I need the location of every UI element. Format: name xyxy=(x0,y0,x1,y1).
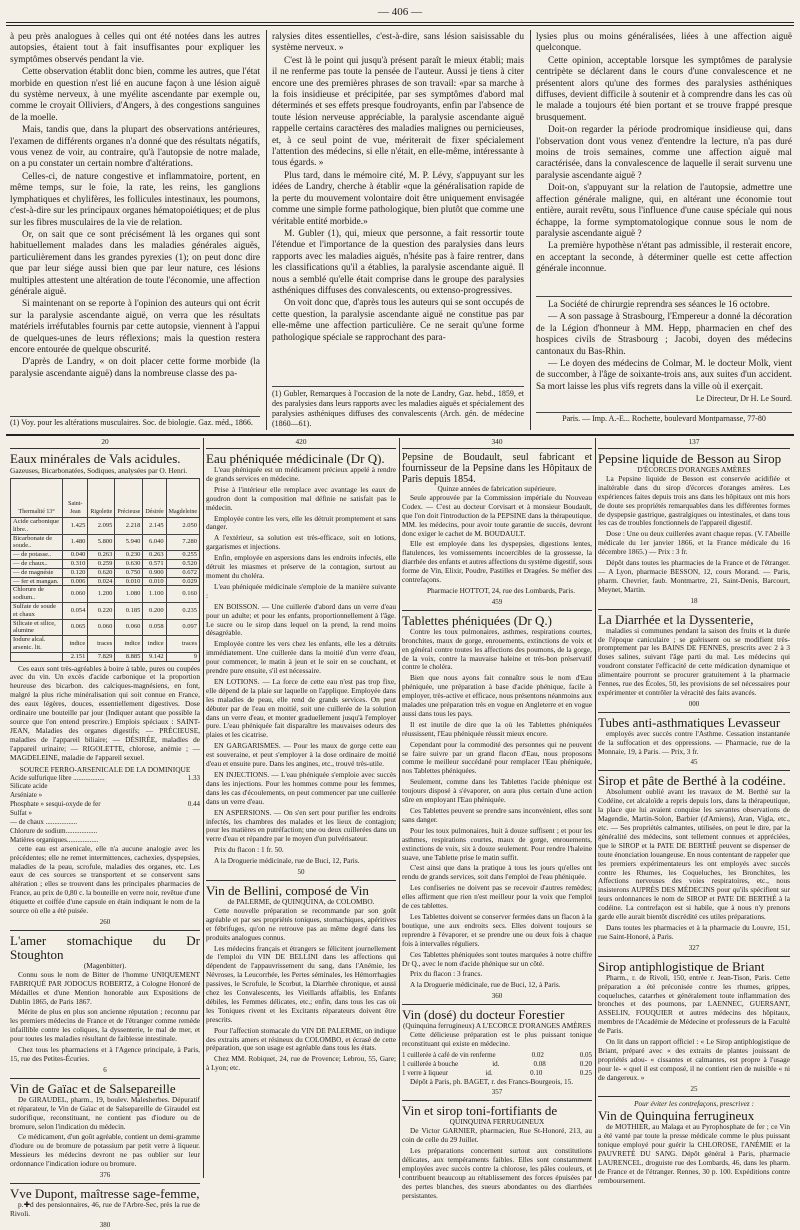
ad-text: Dans toutes les pharmacies et à la pharmacie du Louvre, 151, rue Saint-Honoré, à Paris. xyxy=(598,922,790,941)
paragraph: C'est là le point qui jusqu'à présent paraît le mieux établi; mais il ne renferme pas toute la pensée de l'auteur. Aussi je tiens à citer encore une des premières phrases de son travail: «par sa marche à la fois insidieuse et précipitée, par ses symptômes d'abord mal déterminés et ses effets presque foudroyants, enfin par l'absence de toute lésion nerveuse appréciable, la paralysie ascendante aiguë rappelle certains caractères des maladies malignes ou pernicieuses, et, à ce seul point de vue, mériterait de fixer spécialement l'attention des médecins, si elle n'était, en elle-même, intéressante à tous égards. » xyxy=(272,55,524,169)
ad-subtitle: QUINQUINA FERRUGINEUX xyxy=(449,1117,545,1127)
ad-title: Eaux minérales de Vals acidules. xyxy=(10,451,181,466)
ad-text: Les préparations concernent surtout aux constitutions délicates, aux tempéraments faibles. Elles sont constamment employées avec succès contre la chlorose, les pâles couleurs, et contribuent beaucoup au rétablissement des forces épuisées par des pertes blanches, des sueurs abondantes ou des diarrhées persistantes. xyxy=(402,1146,592,1200)
ad-boudault xyxy=(402,452,592,611)
paragraph: M. Gubler (1), qui, mieux que personne, a fait ressortir toute l'étendue et l'importance de la question des paralysies dans leurs rapports avec les maladies aiguës, n'hésite pas à faire rentrer, dans les classifications qu'il a établies, la paralysie ascendante aiguë. Il nous a semblé qu'elle était comprise dans le groupe des paralysies asthéniques diffuses des convalescents, ou extenso-progressives. xyxy=(272,228,524,296)
paragraph: La première hypothèse n'étant pas admissible, il resterait encore, en acceptant la seconde, à déterminer quelle est cette affection générale inconnue. xyxy=(536,241,792,275)
source-cell: Phosphate » sesqui-oxyde de fer xyxy=(10,800,101,809)
ad-lead: Pour éviter les contrefaçons, prescrivez : xyxy=(634,1099,754,1109)
ad-number: 260 xyxy=(99,918,111,927)
footnote: (1) Gubler, Remarques à l'occasion de la note de Landry, Gaz. hebd., 1859, et des paralysies dans leurs rapports avec les maladies aiguës et spécialement des paralysies asthéniques diffuses des convalescents (Arch. gén. de médecine (1860—61). xyxy=(272,386,524,431)
source-cell: 1.33 xyxy=(187,773,200,782)
table-cell: — de potasse.. xyxy=(11,551,63,560)
dose-row xyxy=(402,1051,592,1060)
table-cell: 0.259 xyxy=(88,559,115,568)
source-title: SOURCE FERRO-ARSENICALE DE LA DOMINIQUE xyxy=(19,764,191,774)
ad-text: Employée contre les vers, elle les détruit promptement et sans danger. xyxy=(206,513,396,532)
ad-text: L'eau phéniquée est un médicament précieux appelé à rendre de grands services en médecine. xyxy=(206,465,396,483)
ad-text: Pour l'affection stomacale du VIN DE PALERME, on indique des extraits amers et résineux du COLOMBO, et écrasé de cette préparation, que son usage est agréable dans tous les états. xyxy=(206,1025,396,1053)
table-cell: 8.885 xyxy=(115,652,143,661)
ad-phenique xyxy=(206,452,396,881)
table-cell: indice xyxy=(143,636,166,653)
ad-number: 45 xyxy=(690,758,698,767)
imprint: Paris. — Imp. A.-E... Rochette, boulevard Montparnasse, 77-80 xyxy=(536,412,792,426)
ad-number: 327 xyxy=(688,943,700,952)
table-cell: Chlorure de sodium.. xyxy=(11,586,63,603)
ad-subtitle: (Quinquina ferrugineux) A L'ECORCE D'ORANGES AMÈRES xyxy=(402,1021,592,1031)
ad-text: Prix du flacon : 1 fr. 50. xyxy=(214,845,284,855)
section-rule xyxy=(6,434,794,436)
ad-text: Mérite de plus en plus son ancienne réputation ; reconnu par les premiers médecins de France et de l'étranger comme remède infaillible contre les coliques, la dyssenterie, le mal de mer, et pour toutes les maladies résultant de faiblesse intestinale. xyxy=(10,1007,200,1044)
ad-number: 6 xyxy=(103,1065,107,1074)
table-cell: 0.255 xyxy=(166,551,199,560)
ad-title: Vin de Bellini, composé de Vin xyxy=(206,882,369,898)
ad-text: Chez MM. Robiquet, 24, rue de Provence; Lebrou, 55, Gare; à Lyon; etc. xyxy=(206,1054,396,1073)
ad-text: EN BOISSON. — Une cuillerée d'abord dans un verre d'eau pour un adulte; et pour les enfants, proportionnellement à l'âge. Le sucre ou le sirop dans lequel on la prend, la rend moins désagréable. xyxy=(206,601,396,638)
table-cell: 0.060 xyxy=(63,586,88,603)
ad-title: Vin et sirop toni-fortifiants de xyxy=(402,1103,558,1119)
table-cell: 0.060 xyxy=(115,619,143,636)
ad-column-3 xyxy=(402,452,592,1200)
ad-column-2 xyxy=(206,452,396,1178)
ad-text: Ces Tablettes phéniquées sont toutes marquées à notre chiffre Dr Q., avec le nom d'acide phénique sur un côté. xyxy=(402,949,592,968)
ad-briant xyxy=(598,960,790,1098)
ad-tablettes xyxy=(402,614,592,1005)
table-row xyxy=(11,636,200,653)
source-row xyxy=(10,818,200,827)
table-cell: 0.040 xyxy=(63,551,88,560)
ad-title: Sirop antiphlogistique de Briant xyxy=(598,958,765,974)
table-row xyxy=(11,602,200,619)
ad-besson xyxy=(598,452,790,610)
ad-text: Connu sous le nom de Bitter de l'homme UNIQUEMENT FABRIQUÉ PAR JODOCUS ROBERTZ, à Cologne Honoré de Médailles et d'une Mention honorable aux Expositions de Dublin 1865, de Paris 1867. xyxy=(10,969,200,1006)
ad-title: Sirop et pâte de Berthé à la codéine. xyxy=(598,773,786,789)
paragraph: Plus tard, dans le mémoire cité, M. P. Lévy, s'appuyant sur les idées de Landry, cherche à établir «que la généralisation rapide de la perte du mouvement volontaire doit être uniquement envisagée comme une simple forme pathologique, bien plutôt que comme une véritable entité morbide.» xyxy=(272,170,524,227)
table-cell: 9.142 xyxy=(143,652,166,661)
paragraph: Celles-ci, de nature congestive et inflammatoire, portent, en même temps, sur le foie, la rate, les reins, les ganglions lymphatiques et chylifères, les follicules intestinaux, les poumons, c'est-à-dire sur les principaux organes hématopoiétiques; et de plus sur les fibres musculaires de la vie de relation. xyxy=(10,171,260,228)
ad-title: L'amer stomachique du Dr Stoughton xyxy=(10,932,200,962)
ad-number: 50 xyxy=(297,868,305,877)
dose-cell: 1 cuillerée à café de vin renferme xyxy=(402,1050,496,1059)
source-row xyxy=(10,791,200,800)
source-row xyxy=(10,809,200,818)
ad-text: Pharmacie HOTTOT, 24, rue des Lombards, Paris. xyxy=(426,585,576,595)
ad-text: Employée contre les vers chez les enfants, elle les a détruits immédiatement. Une cuillerée dans la moitié d'un verre d'eau, pour commencer, le matin à jeun et le soir en se couchant, et prendre pure ensuite, s'il est nécessaire. xyxy=(206,639,396,676)
table-cell: Silicate et silice, alumine xyxy=(11,619,63,636)
dose-cell: 1 verre à liqueur xyxy=(402,1068,449,1077)
divider xyxy=(402,1004,592,1005)
ad-text: EN GARGARISMES. — Pour les maux de gorge cette eau est souveraine, et peut s'employer à la dose ordinaire de moitié d'eau et ensuite pure. Dans les angines, etc., trouvé très-utile. xyxy=(206,741,396,769)
table-cell: 5.800 xyxy=(88,534,115,551)
ad-dupont xyxy=(10,1187,200,1230)
source-row xyxy=(10,774,200,783)
ad-title: Vin de Quinquina ferrugineux xyxy=(598,1108,755,1124)
column-divider xyxy=(595,438,596,1178)
ad-title: Pepsine de Boudault, seul fabricant et fournisseur de la Pepsine dans les Hôpitaux de Paris depuis 1854. xyxy=(402,452,592,485)
ad-text: Dose : Une ou deux cuillerées avant chaque repas. (V. l'Abeille médicale du 1er janvier 1866, et la France médicale du 16 décembre 1865.) — Prix : 3 fr. xyxy=(598,529,790,557)
table-cell: 1.425 xyxy=(63,518,88,535)
table-cell: 0.263 xyxy=(88,551,115,560)
source-cell: 0.44 xyxy=(187,800,200,809)
table-cell: 0.060 xyxy=(88,619,115,636)
divider xyxy=(206,880,396,881)
ad-toni xyxy=(402,1104,592,1200)
dose-cell: 0.25 xyxy=(579,1068,592,1077)
column-divider xyxy=(530,30,531,430)
paragraph: lysies plus ou moins généralisées, liées à une affection aiguë quelconque. xyxy=(536,32,792,54)
paragraph: Mais, tandis que, dans la plupart des observations antérieures, l'examen de différents organes n'a donné que des résultats négatifs, vous venez de voir, au contraire, qu'à l'autopsie de notre malade, on a pu constater un certain nombre d'altérations. xyxy=(10,125,260,170)
table-cell: — de magnésie xyxy=(11,568,63,577)
table-cell: 2.050 xyxy=(166,518,199,535)
table-cell: 2.145 xyxy=(143,518,166,535)
ad-text: Seule approuvée par la Commission impériale du Nouveau Codex. — C'est au docteur Corvisart et à monsieur Boudault, que l'on doit l'introduction de la PEPSINE dans la thérapeutique. MM. les médecins, pour avoir toute garantie de succès, devront donc exiger le cachet de M. BOUDAULT. xyxy=(402,492,592,538)
paragraph: Si maintenant on se reporte à l'opinion des auteurs qui ont écrit sur la paralysie ascendante aiguë, on verra que les résultats matériels irréfutables fournis par cette autopsie, viennent à l'appui de quelques-unes de leurs réflexions; mais la question restera encore entourée de quelque obscurité. xyxy=(10,299,260,355)
table-cell: 0.006 xyxy=(63,577,88,586)
source-cell: Sulfat » xyxy=(10,809,32,818)
source-cell: — de chaux .................. xyxy=(10,818,78,827)
divider xyxy=(10,1078,200,1079)
table-row xyxy=(11,559,200,568)
ad-text: Prise à l'intérieur elle remplace avec avantage les eaux de goudron dont la composition mal définie ne satisfait pas le médecin. xyxy=(206,484,396,512)
table-cell: — fer et mangan. xyxy=(11,577,63,586)
ad-number: 420 xyxy=(206,438,396,449)
ad-title: Vin de Gaïac et de Salsepareille xyxy=(10,1080,176,1096)
ad-text: Seulement, comme dans les Tablettes l'acide phénique est toujours disposé à s'évaporer, on aura plus certain d'une action sûre en employant l'Eau phéniquée. xyxy=(402,777,592,805)
paragraph: ralysies dites essentielles, c'est-à-dire, sans lésion saisissable du système nerveux. » xyxy=(272,32,524,54)
ad-column-4 xyxy=(598,451,790,1185)
table-header-row xyxy=(11,479,200,518)
table-row xyxy=(11,652,200,661)
ad-text: maladies si communes pendant la saison des fruits et la durée de l'époque caniculaire ; se guérissent ou se modifient très-promptement par les BAINS DE FENNES, prescrits avec 2 à 3 doses salines, suivant l'âge parti du mal. Les médecins qui voudront constater l'efficacité de cette médication dynamique et alimentaire pourront se procurer gratuitement à la pharmacie Fennes, rue des Écoles, 50, les provisions de sel nécessaires pour expérimenter et contrôler la véracité des faits avancés. xyxy=(598,625,790,697)
ad-text: A la Droguerie médicinale, rue de Buci, 12, Paris. xyxy=(214,856,360,866)
table-cell: 0.029 xyxy=(166,577,199,586)
table-cell: 7.829 xyxy=(88,652,115,661)
page-number: — 406 — xyxy=(378,6,422,18)
ad-text: Dépôt dans toutes les pharmacies de la France et de l'étranger. — A Lyon, pharmacie BESSON, 12, cours Morand. — Paris, pharm. Chevrier, faub. Montmartre, 21, Saint-Denis, Barcourt, Meynet, Martin. xyxy=(598,558,790,594)
table-cell: 0.900 xyxy=(143,568,166,577)
table-cell: 0.200 xyxy=(143,602,166,619)
source-cell: Acide sulfurique libre .................. xyxy=(10,773,105,782)
table-cell: 0.520 xyxy=(166,559,199,568)
ad-text: De Victor GARNIER, pharmacien, Rue St-Honoré, 213, au coin de celle du 29 Juillet. xyxy=(402,1126,592,1145)
ad-subtitle: de PALERME, de QUINQUINA, de COLOMBO. xyxy=(227,896,375,906)
ad-subtitle: Quinze années de fabrication supérieure. xyxy=(437,484,557,493)
table-row xyxy=(11,568,200,577)
table-cell: traces xyxy=(166,636,199,653)
ad-subtitle: (Magenbitter). xyxy=(83,960,127,970)
ad-bellini xyxy=(206,884,396,1073)
ad-text: EN INJECTIONS. — L'eau phéniquée s'emploie avec succès dans les injections. Pour les hommes comme pour les femmes, dans les cas d'écoulements, on peut commencer par une cuillerée dans un verre d'eau. xyxy=(206,770,396,806)
dose-cell: id. xyxy=(492,1059,500,1068)
ad-text: Pour les toux pulmonaires, huit à douze suffisent ; et pour les asthmes, respirations courtes, maux de gorge, enrouements, extinctions de voix, six à douze seulement. Pour rendre l'haleine suave, une Tablette prise le matin suffit. xyxy=(402,825,592,862)
source-table xyxy=(10,774,200,845)
dose-table xyxy=(402,1051,592,1078)
source-cell: Chlorure de sodium.................. xyxy=(10,826,98,835)
dose-cell: 0.20 xyxy=(579,1059,592,1068)
table-row xyxy=(11,518,200,535)
ad-number: 25 xyxy=(690,1084,698,1093)
ad-text: L'eau phéniquée médicinale s'emploie de la manière suivante : xyxy=(206,581,396,600)
ad-number: 380 xyxy=(99,1220,111,1229)
dose-cell: 0.08 xyxy=(533,1059,546,1068)
ad-number: 20 xyxy=(10,438,200,449)
ad-text: EN LOTIONS. — La force de cette eau n'est pas trop fixe, elle dépend de la plaie sur laquelle on l'applique. Employée dans les maladies de peau, elle rend de grands services. On peut débuter par de l'eau en moitié, soit une cuillerée de la solution dans un verre d'eau, et monter graduellement jusqu'à l'employer pure. L'eau phéniquée fait disparaître les mauvaises odeurs des plaies et les cicatrise. xyxy=(206,676,396,740)
table-cell: — de chaux.. xyxy=(11,559,63,568)
ad-title: La Diarrhée et la Dyssenterie, xyxy=(598,611,754,627)
divider xyxy=(402,610,592,611)
top-rule xyxy=(6,22,794,23)
source-row xyxy=(10,800,200,809)
ad-forestier xyxy=(402,1008,592,1101)
dose-cell: id. xyxy=(485,1068,493,1077)
table-cell: 0.220 xyxy=(88,602,115,619)
dose-cell: 0.02 xyxy=(531,1050,544,1059)
divider xyxy=(402,1100,592,1101)
ad-title: Eau phéniquée médicinale (Dr Q). xyxy=(206,451,385,466)
paragraph: Cette observation établit donc bien, comme les autres, que l'état morbide en question n'est lié en aucune façon à une lésion aiguë du système nerveux, à une myélite ascendante par exemple ou, comme le croyait Olliviers, d'Angers, à des congestions sanguines de la moelle. xyxy=(10,67,260,123)
paragraph: Or, on sait que ce sont précisément là les organes qui sont habituellement malades dans les maladies générales aiguës, particulièrement dans les grandes pyrexies (1); on peut donc dire que par leur siége aussi bien que par leur nature, ces lésions multiples attestent une altération de toute l'économie, une affection générale aiguë. xyxy=(10,229,260,297)
divider xyxy=(598,1096,790,1097)
table-cell: 0.054 xyxy=(63,602,88,619)
ad-stoughton xyxy=(10,934,200,1079)
ad-text: Prix du flacon : 3 francs. xyxy=(410,969,483,979)
source-row xyxy=(10,827,200,836)
table-cell: 2.218 xyxy=(115,518,143,535)
table-cell: 0.235 xyxy=(166,602,199,619)
ad-text: Enfin, employée en aspersions dans les endroits infectés, elle détruit les miasmes et préserve de la contagion, surtout au moment du choléra. xyxy=(206,553,396,580)
ad-text: Bien que nous ayons fait connaître sous le nom d'Eau phéniquée, une préparation à base d'acide phénique, facile à employer, très-active et efficace, nous présentons néanmoins aux malades une préparation très en vogue en Angleterre et en vogue aussi dans tous les pays. xyxy=(402,673,592,718)
ad-number: 137 xyxy=(598,438,790,449)
ad-text: De GIRAUDEL, pharm., 19, boulev. Malesherbes. Dépuratif et réparateur, le Vin de Gaïac et de Salsepareille de Giraudel est sudorifique, reconstituant, ne contient pas d'iodure ou de bromure, selon l'indication du médecin. xyxy=(10,1094,200,1131)
table-cell: 0.010 xyxy=(143,577,166,586)
table-cell: 0.230 xyxy=(115,551,143,560)
ad-text: de MOTHIER, au Malaga et au Pyrophosphate de fer ; ce Vin a été vanté par toute la presse médicale comme le plus puissant tonique employé pour guérir la CHLOROSE, l'ANÉMIE et la PAUVRETÉ DU SANG. Dépôt général à Paris, pharmacie LAURENCEL, droguiste rue des Lombards, 46, dans les pharm. de France et de l'étranger. Rennes, 30 p. 100. Expéditions contre remboursement. xyxy=(598,1122,790,1185)
signature: Le Directeur, Dr H. Le Sourd. xyxy=(695,394,792,403)
table-row xyxy=(11,551,200,560)
table-cell: Iodure alcal. arsenic. lit. xyxy=(11,636,63,653)
divider xyxy=(598,712,790,713)
table-cell: 0.097 xyxy=(166,619,199,636)
news-item: — A son passage à Strasbourg, l'Empereur a donné la décoration de la Légion d'honneur à MM. Hepp, pharmacien en chef des hospices civils de Strasbourg ; Jacobi, doyen des médecins cantonaux du Bas-Rhin. xyxy=(536,312,792,357)
paragraph: D'après de Landry, « on doit placer cette forme morbide (la paralysie ascendante aiguë) dans la nombreuse classe des pa- xyxy=(10,357,260,379)
column-divider xyxy=(399,438,400,1178)
ad-number: 340 xyxy=(402,438,592,449)
news-section xyxy=(536,296,792,392)
table-cell: Acide carbonique libre.. xyxy=(11,518,63,535)
divider xyxy=(598,770,790,771)
ad-text: Chez tous les pharmaciens et à l'Agence principale, à Paris, 15, rue des Petites-Écuries. xyxy=(10,1045,200,1063)
table-cell: 2.095 xyxy=(88,518,115,535)
ad-text: Elle est employée dans les dyspepsies, digestions lentes, flatulences, les vomissements incoercibles de la grossesse, la diarrhée des enfants et autres affections du système digestif, sous forme de Vin, Elixir, Poudre, Pastilles et Dragées. Se méfier des contrefaçons. xyxy=(402,539,592,585)
table-cell: 1.480 xyxy=(63,534,88,551)
divider xyxy=(10,930,200,931)
ad-title: Vve Dupont, maîtresse sage-femme, xyxy=(10,1185,200,1201)
table-cell: 2.151 xyxy=(63,652,88,661)
table-cell: 1.100 xyxy=(143,586,166,603)
ad-column-1 xyxy=(10,451,200,1229)
footnote: (1) Voy. pour les altérations musculaires. Soc. de biologie. Gaz. méd., 1866. xyxy=(10,416,260,432)
table-cell: 0.010 xyxy=(115,577,143,586)
table-cell: 9 xyxy=(166,652,199,661)
analysis-table xyxy=(10,478,200,662)
source-row xyxy=(10,782,200,791)
table-row xyxy=(11,619,200,636)
table-cell: 0.058 xyxy=(143,619,166,636)
ad-number: 376 xyxy=(99,1171,111,1180)
ad-text: On lit dans un rapport officiel : « Le Sirop antiphlogistique de Briant, préparé avec « des extraits de plantes jouissant de propriétés adou- « cissantes et calmantes, est propre à l'usage pour le- « quel il est composé, il ne contient rien de nuisible « ni de dangereux. » xyxy=(598,1037,790,1082)
ad-text: Les Tablettes doivent se conserver fermées dans un flacon à la boutique, une aux endroits secs. Elles doivent toujours se reprendre à l'évaporer, et se prendre une ou deux fois à chaque fois à intervalles réguliers. xyxy=(402,911,592,948)
ad-title: Tablettes phéniquées (Dr Q.) xyxy=(402,612,552,628)
ad-number: 357 xyxy=(491,1088,503,1097)
ad-diarrhee xyxy=(598,613,790,713)
table-cell xyxy=(11,652,63,661)
table-header: Désirée xyxy=(143,479,166,518)
ad-text: Les médecins français et étrangers se félicitent journellement de l'emploi du VIN DE BELLINI dans les affections qui dépendent de l'appauvrissement du sang, dans l'Anémie, les Névroses, la Leucorrhée, les Pertes séminales, les Hémorrhagies passives, le Scrofule, le Scorbut, la Diarrhée chronique, et aussi chez les Convalescents, les Vieillards affaiblis, les Enfants débiles, les Femmes délicates, etc.; enfin, dans tous les cas où les Toniques rivent et les Excitants réparateurs doivent être prescrits. xyxy=(206,943,396,1024)
paragraph: Doit-on, s'appuyant sur la relation de l'autopsie, admettre une affection générale maligne, qui, en altérant une économie tout entière, aurait revêtu, sous l'influence d'une cause spéciale qui nous échappe, la forme symptomatologique connue sous le nom de paralysie ascendante aiguë ? xyxy=(536,183,792,239)
table-cell: traces xyxy=(88,636,115,653)
table-cell: 0.310 xyxy=(63,559,88,568)
ad-text: Contre les toux pulmonaires, asthmes, respirations courtes, bronchites, maux de gorge, enrouements, extinctions de voix et en général contre toutes les affections des poumons, de la gorge, de la voix, contre la mauvaise haleine et très-bon préservatif contre le choléra. xyxy=(402,626,592,672)
ad-text: A l'extérieur, sa solution est très-efficace, soit en lotions, gargarismes et injections. xyxy=(206,533,396,552)
ad-number: 459 xyxy=(491,597,503,606)
table-cell: 0.571 xyxy=(143,559,166,568)
paragraph: On voit donc que, d'après tous les auteurs qui se sont occupés de cette question, la paralysie ascendante aiguë ne constitue pas par elle-même une affection particulière. Ce ne serait qu'une forme pathologique spéciale se rapprochant des para- xyxy=(272,298,524,343)
table-cell: 1.080 xyxy=(115,586,143,603)
ad-vals xyxy=(10,452,200,931)
ad-text: C'est ainsi que dans la pratique à tous les jours qu'elles ont rendu de grands services, soit dans l'emploi de l'eau phéniquée. xyxy=(402,863,592,882)
ad-title: Vin (dosé) du docteur Forestier xyxy=(402,1007,565,1023)
table-cell: indice xyxy=(63,636,88,653)
ad-subtitle: Gazeuses, Bicarbonatées, Sodiques, analysées par O. Henri. xyxy=(10,466,188,475)
ad-berthe xyxy=(598,774,790,956)
ad-gaiac xyxy=(10,1082,200,1184)
table-cell: Sulfate de soude et chaux xyxy=(11,602,63,619)
news-item: — Le doyen des médecins de Colmar, M. le docteur Molk, vient de succomber, à l'âge de soixante-trois ans, aux suites d'un accident. Sa mort laisse les plus vifs regrets dans la ville où il exerçait. xyxy=(536,359,792,392)
ad-number: 360 xyxy=(491,992,503,1001)
dose-cell: 0.10 xyxy=(530,1068,543,1077)
table-cell: 0.120 xyxy=(63,568,88,577)
news-item: La Société de chirurgie reprendra ses séances le 16 octobre. xyxy=(548,300,770,310)
column-divider xyxy=(266,30,267,430)
table-row xyxy=(11,534,200,551)
table-header: Magdeleine xyxy=(166,479,199,518)
ad-text: La Pepsine liquide de Besson est conservée acidifiée et inaltérable dans du sirop d'écorces d'oranges amères. Les expériences faites depuis trois ans dans les hôpitaux ont mis hors de doute ses propriétés remarquables dans les différentes formes de dyspepsie gastrique, gastralgiques ou intestinales, et dans tous les cas de troubles fonctionnels de l'appareil digestif. xyxy=(598,473,790,528)
ad-number: 18 xyxy=(690,596,698,605)
table-cell: 0.630 xyxy=(115,559,143,568)
ad-text: Cette nouvelle préparation se recommande par son goût agréable et par ses propriétés toniques, stomachiques, apéritives et fébrifuges, qu'on ne retrouve pas au même degré dans les produits analogues connus. xyxy=(206,905,396,942)
ad-subtitle: D'ÉCORCES D'ORANGES AMÈRES xyxy=(637,465,751,474)
table-cell: 0.750 xyxy=(115,568,143,577)
divider xyxy=(598,609,790,610)
table-cell: 0.024 xyxy=(88,577,115,586)
table-header: Thermalité 13° xyxy=(11,479,63,518)
ad-text: Dépôt à Paris, ph. BAGET, r. des Francs-Bourgeois, 15. xyxy=(410,1076,574,1086)
paragraph: Cette opinion, acceptable lorsque les symptômes de paralysie centripète se déclarent dans le cours d'une convalescence et ne présentent alors qu'une des formes des paralysies asthéniques diffuses, devient difficile à soutenir et à comprendre dans les cas où le malade a toujours été bien portant et se trouve frappé presque brusquement. xyxy=(536,55,792,123)
ad-text: Il est inutile de dire que la où les Tablettes phéniquées réussissent, l'Eau phéniquée réussit mieux encore. xyxy=(402,719,592,738)
table-cell: Bicarbonate de soude.. xyxy=(11,534,63,551)
table-cell: 0.263 xyxy=(143,551,166,560)
journal-column-2 xyxy=(272,32,524,384)
ad-text: EN ASPERSIONS. — On s'en sert pour purifier les endroits infectés, les chambres des malades et les lieux de contagion; pour les matières en putréfaction; une ou deux cuillerées dans un verre d'eau et répandre par le moyen d'un pulvérisateur. xyxy=(206,807,396,844)
ad-number: 000 xyxy=(688,699,700,708)
table-cell: 6.040 xyxy=(143,534,166,551)
source-cell: Matières organiques.................. xyxy=(10,835,99,844)
ad-text: p.✚d des pensionnaires, 46, rue de l'Arbre-Sec, près la rue de Rivoli. xyxy=(10,1199,200,1218)
table-cell: 0.672 xyxy=(166,568,199,577)
ad-title: Tubes anti-asthmatiques Levasseur xyxy=(598,714,781,730)
table-cell: 0.160 xyxy=(166,586,199,603)
paragraph: à peu près analogues à celles qui ont été notées dans les autres autopsies, étaient tout à fait insuffisantes pour expliquer les symptômes observés pendant la vie. xyxy=(10,32,260,65)
dose-cell: 0.05 xyxy=(579,1050,592,1059)
table-cell: 0.065 xyxy=(63,619,88,636)
table-row xyxy=(11,586,200,603)
ad-text: Ces eaux sont très-agréables à boire à table, pures ou coupées avec du vin. Un excès d'acide carbonique et la proportion heureuse des bicarbon. des calciques-magnésiens, en font, malgré la plus riche minéralisation qui soit connue en France, des eaux légères, douces, essentiellement digestives. Dose ordinaire une bouteille par jour (Indiquer autant que possible la source que l'on entend prescrire.) Emplois spéciaux : SAINT-JEAN, Maladies des organes digestifs; — PRÉCIEUSE, maladies de l'appareil biliaire; — DÉSIRÉE, maladies de l'appareil urinaire; — RIGOLETTE, chlorose, anémie ; — MAGDELEINE, maladie de l'appareil sexuel. xyxy=(10,663,200,762)
top-rule-thin xyxy=(6,25,794,26)
table-row xyxy=(11,577,200,586)
ad-text: Absolument oublié avant les travaux de M. Berthé sur la Codéine, cet alcaloïde a repris depuis lors, dans la thérapeutique, la place que lui avaient conquise les savantes observations de Magendie, Martin-Solon, Barbier (d'Amiens), Aran, Vigla, etc., etc. — Ses propriétés calmantes, utilisées, on peut le dire, par la généralité des médecins, sont tellement connues et appréciées, que le SIROP et la PATE DE BERTHÉ peuvent se dispenser de toute énonciation louangeuse. En nous contentant de rappeler que les premiers expérimentateurs les ont employés avec succès contre les Rhumes, les Coqueluches, les Bronchites, les Affections nerveuses des voies respiratoires, etc., nous insisterons AUPRÈS DES MÉDECINS pour qu'ils spécifient sur leurs ordonnances le nom de SIROP et PATE DE BERTHÉ à la codéine. La contrefaçon est si habile, que à nous n'y prenons garde elle aurait bientôt discrédité ces utiles préparations. xyxy=(598,787,790,922)
journal-column-3 xyxy=(536,32,792,288)
ad-text: Ce médicament, d'un goût agréable, contient un demi-gramme d'iodure ou de bromure de potassium par petit verre à liqueur. Messieurs les médecins devront ne pas oublier sur leur ordonnance l'indication iodure ou bromure. xyxy=(10,1132,200,1169)
source-cell: Silicate acide xyxy=(10,782,48,791)
ad-text: employés avec succès contre l'Asthme. Cessation instantanée de la suffocation et des oppressions. — Pharmacie, rue de la Monnaie, 19, à Paris. — Prix, 3 fr. xyxy=(598,728,790,756)
table-cell: 7.280 xyxy=(166,534,199,551)
table-header: Rigolette xyxy=(88,479,115,518)
table-cell: 0.620 xyxy=(88,568,115,577)
table-cell: 1.200 xyxy=(88,586,115,603)
column-divider xyxy=(203,438,204,1178)
ad-text: Cependant pour la commodité des personnes qui ne peuvent se faire suivre par un grand flacon d'Eau, nous proposons comme le meilleur succédané pour remplacer l'Eau phéniquée, nos Tablettes phéniquées. xyxy=(402,739,592,776)
ad-title: Pepsine liquide de Besson au Sirop xyxy=(598,451,782,466)
table-header: Saint-Jean xyxy=(63,479,88,518)
divider xyxy=(598,956,790,957)
ad-text: A la Droguerie médicinale, rue de Buci, 12, à Paris. xyxy=(410,980,561,990)
table-cell: indice xyxy=(115,636,143,653)
table-cell: 5.940 xyxy=(115,534,143,551)
journal-column-1 xyxy=(10,32,260,422)
paragraph: Doit-on regarder la période prodromique insidieuse qui, dans l'observation dont vous venez d'entendre la lecture, n'a pas duré moins de trois semaines, comme une affection aiguë mal caractérisée, dans la convalescence de laquelle il serait survenu une paralysie ascendante aiguë ? xyxy=(536,125,792,181)
dose-cell: 1 cuillerée à bouche xyxy=(402,1059,459,1068)
ad-text: Pharm., r. de Rivoli, 150, entrée r. Jean-Tison, Paris. Cette préparation a été préconisée contre les rhumes, grippes, coqueluches, catarrhes et généralement toute inflammation des bronches et des poumons, par LAENNEC, GUERSANT, ASSELIN, FOUQUIER et autres médecins des hôpitaux, membres de l'Académie de Médecine et professeurs de la Faculté de Paris. xyxy=(598,972,790,1036)
source-cell: Arséniate » xyxy=(10,791,43,800)
ad-text: Ces Tablettes peuvent se prendre sans inconvénient, elles sont sans danger. xyxy=(402,806,592,824)
ad-text: Cette délicieuse préparation est le plus puissant tonique reconstituant qui existe en médecine. xyxy=(402,1030,592,1048)
ad-text: cette eau est arsenicale, elle n'a aucune analogie avec les précédentes; elle ne remet intermittences, cachexies, dyspepsies, maladies de la peau, scrofule, maladies des organes, etc. Les eaux de ces sources se transportent et se conservent sans altération ; elles se trouvent dans les principales pharmacies de France, au prix de 0,80 c. la bouteille en verre noir, revêtue d'une étiquette et coiffée d'une capsule en étain indiquant le nom de la source où elle a été puisée. xyxy=(10,843,200,916)
table-header: Précieuse xyxy=(115,479,143,518)
dose-row xyxy=(402,1060,592,1069)
ad-text: Les confiseries ne doivent pas se recevoir d'autres remèdes; elles affirment que rien n'est meilleur pour la voix que l'emploi de ces tablettes. xyxy=(402,883,592,911)
ad-quinquina xyxy=(598,1100,790,1185)
ad-levasseur xyxy=(598,716,790,772)
divider xyxy=(10,1183,200,1184)
table-cell: 0.185 xyxy=(115,602,143,619)
